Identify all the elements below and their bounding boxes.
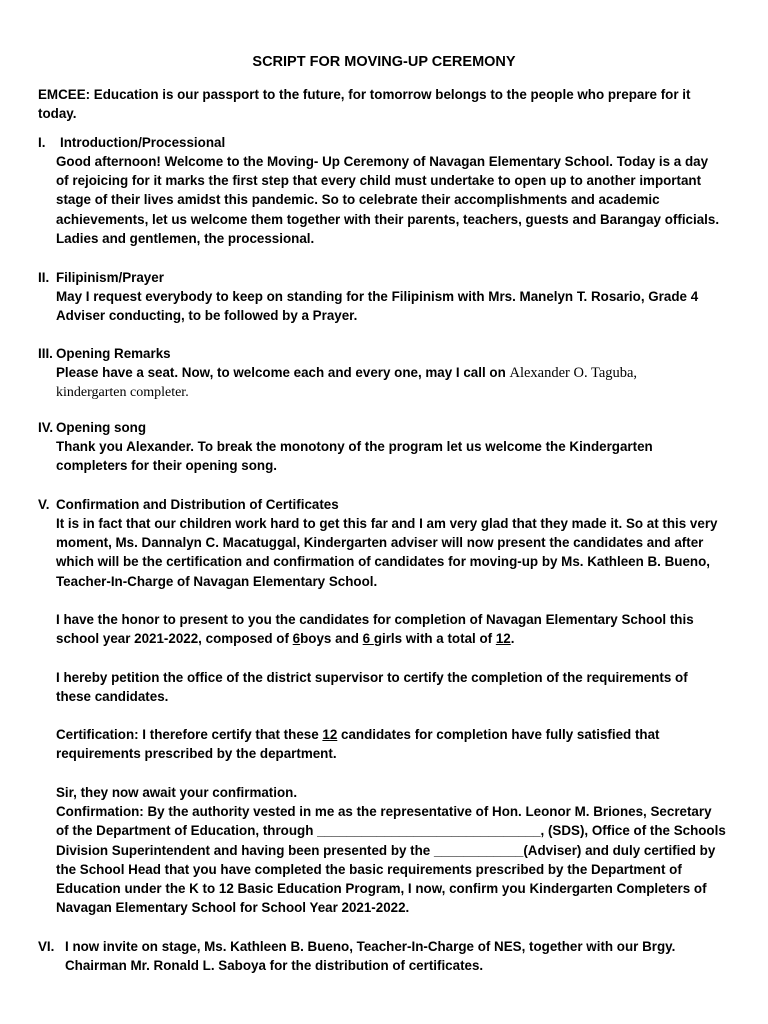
text-line: It is in fact that our children work hard to get this far and I am very glad that they made it. So at this very (56, 516, 718, 531)
text-line: moment, Ms. Dannalyn C. Macatuggal, Kindergarten adviser will now present the candidates and after (56, 535, 704, 551)
section-1-number: I. (38, 135, 46, 150)
text-line: of the Department of Education, through ______________________________, (SDS), Office of the Schools (56, 823, 726, 839)
section-4-body (56, 437, 740, 475)
text-span: Certification: I therefore certify that these (56, 727, 323, 742)
document-title: SCRIPT FOR MOVING-UP CEREMONY (252, 54, 516, 70)
section-3-body (56, 363, 740, 402)
section-2-body (56, 287, 740, 325)
section-6-number: VI. (38, 939, 55, 954)
text-line: Adviser conducting, to be followed by a Prayer. (56, 308, 358, 324)
text-line: Division Superintendent and having been presented by the ____________(Adviser) and duly certified by (56, 842, 716, 858)
text-line: stage of their lives amidst this pandemic. So to celebrate their accomplishments and academic (56, 192, 660, 208)
text-line: I now invite on stage, Ms. Kathleen B. Bueno, Teacher-In-Charge of NES, together with our Brgy. (65, 939, 676, 954)
text-span: girls with a total of (373, 631, 496, 647)
text-line: completers for their opening song. (56, 458, 277, 474)
text-span: school year 2021-2022, composed of (56, 631, 293, 647)
text-line: Sir, they now await your confirmation. (56, 785, 298, 800)
section-5-number: V. (38, 497, 50, 512)
emcee-line: EMCEE: Education is our passport to the future, for tomorrow belongs to the people who prepare for it (38, 87, 691, 102)
total-count: 12 (495, 631, 511, 647)
text-line: Good afternoon! Welcome to the Moving- Up Ceremony of Navagan Elementary School. Today is a day (56, 154, 709, 169)
text-line: May I request everybody to keep on standing for the Filipinism with Mrs. Manelyn T. Rosario, Grade 4 (56, 289, 699, 304)
text-line: Thank you Alexander. To break the monotony of the program let us welcome the Kindergarten (56, 439, 653, 454)
section-5-confirmation (56, 783, 740, 917)
text-line (56, 629, 740, 648)
section-5-heading: Confirmation and Distribution of Certificates (56, 497, 339, 512)
section-1-body (56, 152, 740, 248)
text-line: Ladies and gentlemen, the processional. (56, 230, 315, 246)
text-line (56, 363, 740, 383)
text-span: candidates for completion have fully satisfied that (337, 727, 660, 742)
emcee-intro (38, 85, 738, 123)
text-line: requirements prescribed by the department. (56, 746, 337, 762)
section-4-heading: Opening song (56, 420, 147, 435)
section-5-paragraph-1 (56, 514, 740, 591)
girls-count: 6 (362, 631, 374, 647)
text-line: Confirmation: By the authority vested in me as the representative of Hon. Leonor M. Briones, Secretary (56, 804, 712, 820)
text-line: which will be the certification and confirmation of candidates for moving-up by Ms. Kathleen B. Bueno, (56, 554, 710, 570)
text-line: I have the honor to present to you the candidates for completion of Navagan Elementary School this (56, 612, 694, 627)
candidate-count: 12 (322, 727, 338, 742)
section-4-number: IV. (38, 420, 54, 435)
text-line: achievements, let us welcome them together with their parents, teachers, guests and Barangay officials. (56, 211, 720, 227)
text-line: Teacher-In-Charge of Navagan Elementary School. (56, 573, 378, 589)
section-1-heading: Introduction/Processional (60, 135, 226, 150)
section-5-certification (56, 725, 740, 763)
text-line: kindergarten completer. (56, 385, 189, 401)
section-2-heading: Filipinism/Prayer (56, 270, 164, 285)
text-line (56, 725, 740, 744)
text-line: Navagan Elementary School for School Year 2021-2022. (56, 900, 410, 916)
text-line: these candidates. (56, 689, 169, 705)
section-5-paragraph-2 (56, 610, 740, 648)
section-6-body (65, 937, 745, 975)
text-span: Please have a seat. Now, to welcome each and every one, may I call on (56, 365, 510, 380)
text-line: of rejoicing for it marks the first step that every child must undertake to open up to another important (56, 173, 702, 189)
text-span: . (510, 631, 515, 647)
text-span: boys and (300, 631, 363, 647)
completer-name: Alexander O. Taguba, (509, 365, 638, 381)
text-line: Chairman Mr. Ronald L. Saboya for the distribution of certificates. (65, 958, 484, 974)
section-3-heading: Opening Remarks (56, 346, 171, 361)
boys-count: 6 (292, 631, 301, 647)
text-line: Education under the K to 12 Basic Education Program, I now, confirm you Kindergarten Completers of (56, 881, 707, 897)
text-line: the School Head that you have completed the basic requirements prescribed by the Department of (56, 861, 682, 877)
section-2-number: II. (38, 270, 50, 285)
section-3-number: III. (38, 346, 53, 361)
section-5-paragraph-3 (56, 668, 740, 706)
text-line: I hereby petition the office of the district supervisor to certify the completion of the requirements of (56, 670, 688, 685)
emcee-line: today. (38, 106, 77, 122)
